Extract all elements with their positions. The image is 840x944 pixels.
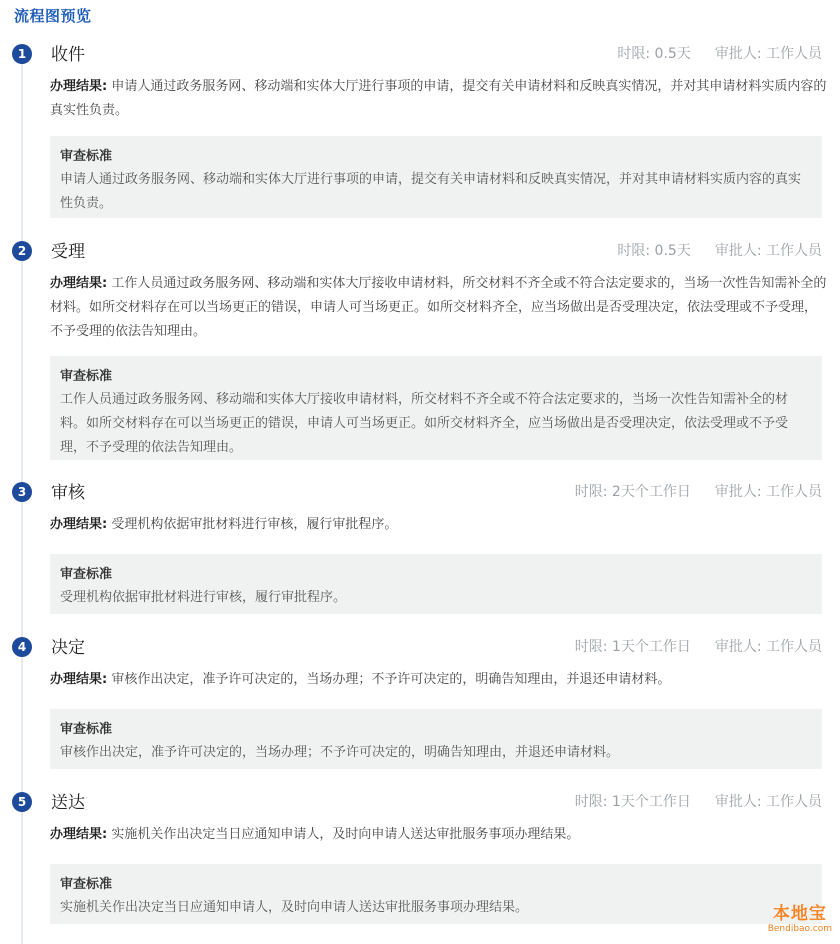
standard-label: 审查标准 [60, 722, 113, 737]
step-approver: 审批人: 工作人员 [714, 794, 822, 810]
standard-label: 审查标准 [60, 567, 113, 582]
step-title: 收件 [51, 45, 85, 65]
result-text: 工作人员通过政务服务网、移动端和实体大厅接收申请材料，所交材料不齐全或不符合法定要求的，当场一次性告知需补全的材料。如所交材料存在可以当场更正的错误，申请人可当场更正。如所交材料齐全，应当场做出是否受理决定，依法受理或不予受理，不予受理的依法告知理由。 [50, 276, 827, 339]
standard-text: 申请人通过政务服务网、移动端和实体大厅进行事项的申请，提交有关申请材料和反映真实情况，并对其申请材料实质内容的真实性负责。 [60, 172, 802, 211]
step-time-limit: 时限: 1天个工作日 [574, 639, 691, 655]
result-text: 审核作出决定，准予许可决定的，当场办理；不予许可决定的，明确告知理由，并退还申请材料。 [111, 672, 671, 687]
standard-label: 审查标准 [60, 877, 113, 892]
result-label: 办理结果: [50, 79, 108, 94]
standard-text: 审核作出决定，准予许可决定的，当场办理；不予许可决定的，明确告知理由，并退还申请材料。 [60, 745, 620, 760]
result-label: 办理结果: [50, 672, 108, 687]
result-label: 办理结果: [50, 827, 108, 842]
result-text: 实施机关作出决定当日应通知申请人，及时向申请人送达审批服务事项办理结果。 [111, 827, 580, 842]
review-standard-box [50, 554, 822, 614]
step-meta [575, 636, 822, 656]
step-meta [575, 791, 822, 811]
result-text: 申请人通过政务服务网、移动端和实体大厅进行事项的申请，提交有关申请材料和反映真实情况，并对其申请材料实质内容的真实性负责。 [50, 79, 827, 118]
standard-text: 受理机构依据审批材料进行审核，履行审批程序。 [60, 590, 347, 605]
step-result [50, 272, 828, 344]
step-result [50, 823, 828, 847]
step-meta [617, 43, 822, 63]
step-result [50, 75, 828, 123]
step-number-badge: 1 [12, 44, 32, 64]
step-title: 审核 [51, 483, 85, 503]
step-time-limit: 时限: 2天个工作日 [574, 484, 691, 500]
step-approver: 审批人: 工作人员 [714, 639, 822, 655]
step-number-badge: 2 [12, 241, 32, 261]
watermark-main: 本地宝 [772, 904, 827, 924]
review-standard-box [50, 864, 822, 924]
standard-label: 审查标准 [60, 369, 113, 384]
result-label: 办理结果: [50, 276, 108, 291]
step-number-badge: 3 [12, 482, 32, 502]
step-number-badge: 4 [12, 637, 32, 657]
step-time-limit: 时限: 0.5天 [617, 46, 691, 62]
step-approver: 审批人: 工作人员 [714, 484, 822, 500]
step-title: 送达 [51, 793, 85, 813]
step-result [50, 668, 828, 692]
watermark-sub: Bendibao.com [767, 924, 832, 934]
review-standard-box [50, 709, 822, 769]
standard-text: 实施机关作出决定当日应通知申请人，及时向申请人送达审批服务事项办理结果。 [60, 900, 529, 915]
review-standard-box [50, 356, 822, 460]
result-text: 受理机构依据审批材料进行审核，履行审批程序。 [111, 517, 398, 532]
step-title: 决定 [51, 638, 85, 658]
step-approver: 审批人: 工作人员 [714, 243, 822, 259]
watermark-logo [768, 899, 832, 934]
step-title: 受理 [51, 242, 85, 262]
page-title: 流程图预览 [14, 7, 92, 25]
step-result [50, 513, 828, 537]
review-standard-box [50, 136, 822, 218]
step-meta [575, 481, 822, 501]
step-number-badge: 5 [12, 792, 32, 812]
step-time-limit: 时限: 0.5天 [617, 243, 691, 259]
step-approver: 审批人: 工作人员 [714, 46, 822, 62]
result-label: 办理结果: [50, 517, 108, 532]
step-time-limit: 时限: 1天个工作日 [574, 794, 691, 810]
step-meta [617, 240, 822, 260]
standard-label: 审查标准 [60, 149, 113, 164]
standard-text: 工作人员通过政务服务网、移动端和实体大厅接收申请材料，所交材料不齐全或不符合法定要求的，当场一次性告知需补全的材料。如所交材料存在可以当场更正的错误，申请人可当场更正。如所交材料齐全，应当场做出是否受理决定，依法受理或不予受理，不予受理的依法告知理由。 [60, 392, 789, 455]
